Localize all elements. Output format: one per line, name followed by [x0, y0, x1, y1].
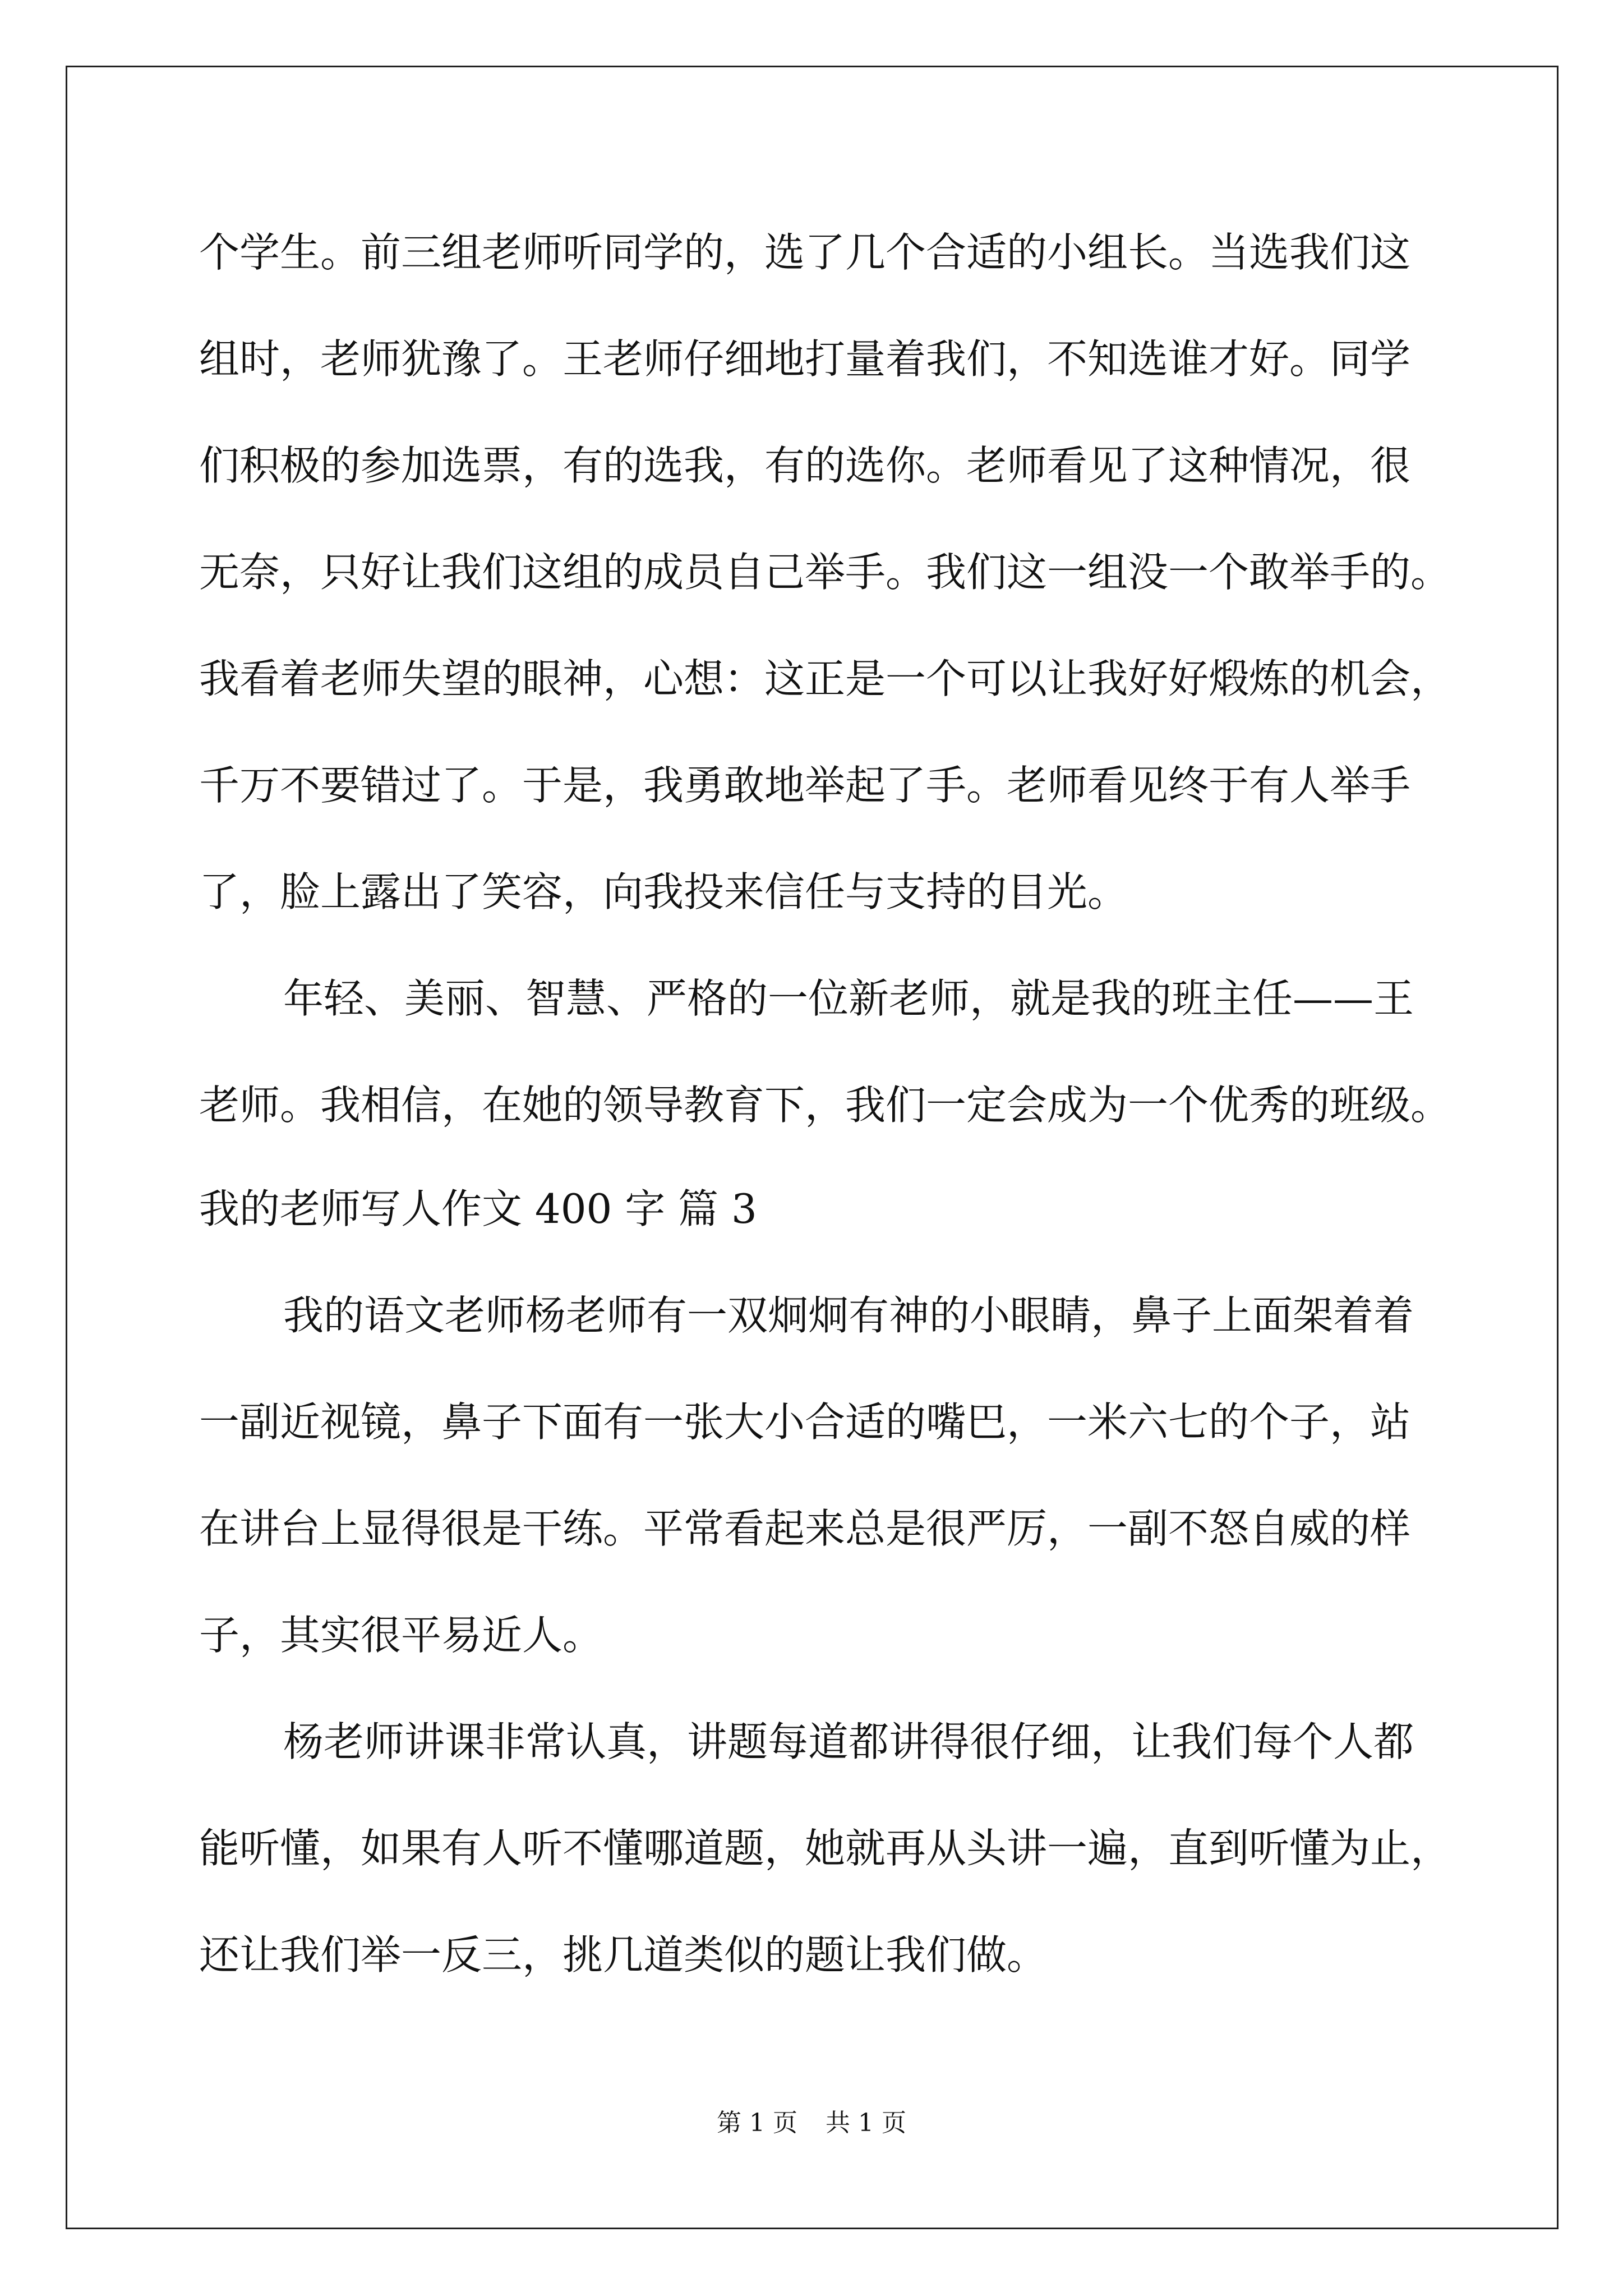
- text-line: 还让我们举一反三，挑几道类似的题让我们做。: [199, 1931, 1048, 1978]
- text-line: 一副近视镜，鼻子下面有一张大小合适的嘴巴，一米六七的个子，站: [199, 1398, 1411, 1446]
- text-line: 了，脸上露出了笑容，向我投来信任与支持的目光。: [199, 868, 1128, 915]
- text-line: 千万不要错过了。于是，我勇敢地举起了手。老师看见终于有人举手: [199, 762, 1411, 809]
- page-footer: [0, 2106, 1623, 2140]
- text-line: 在讲台上显得很是干练。平常看起来总是很严厉，一副不怒自威的样: [199, 1505, 1411, 1552]
- text-line: 无奈，只好让我们这组的成员自己举手。我们这一组没一个敢举手的。: [199, 549, 1451, 596]
- paragraph-start-line: 年轻、美丽、智慧、严格的一位新老师，就是我的班主任——王: [283, 975, 1414, 1022]
- text-line: 子，其实很平易近人。: [199, 1612, 603, 1659]
- text-line: 老师。我相信，在她的领导教育下，我们一定会成为一个优秀的班级。: [199, 1082, 1451, 1129]
- text-line: 能听懂，如果有人听不懂哪道题，她就再从头讲一遍，直到听懂为止，: [199, 1825, 1451, 1872]
- text-line: 组时，老师犹豫了。王老师仔细地打量着我们，不知选谁才好。同学: [199, 335, 1411, 383]
- paragraph-start-line: 杨老师讲课非常认真，讲题每道都讲得很仔细，让我们每个人都: [283, 1718, 1414, 1765]
- text-line: 们积极的参加选票，有的选我，有的选你。老师看见了这种情况，很: [199, 442, 1411, 489]
- text-line: 我看着老师失望的眼神，心想：这正是一个可以让我好好煅炼的机会，: [199, 655, 1451, 702]
- page-number-current: 第 1 页: [717, 2109, 797, 2137]
- text-line: 个学生。前三组老师听同学的，选了几个合适的小组长。当选我们这: [199, 229, 1411, 276]
- page-border: [66, 66, 1559, 2229]
- section-heading: 我的老师写人作文 400 字 篇 3: [199, 1185, 757, 1232]
- paragraph-start-line: 我的语文老师杨老师有一双炯炯有神的小眼睛，鼻子上面架着着: [283, 1292, 1414, 1339]
- page-number-total: 共 1 页: [826, 2109, 906, 2137]
